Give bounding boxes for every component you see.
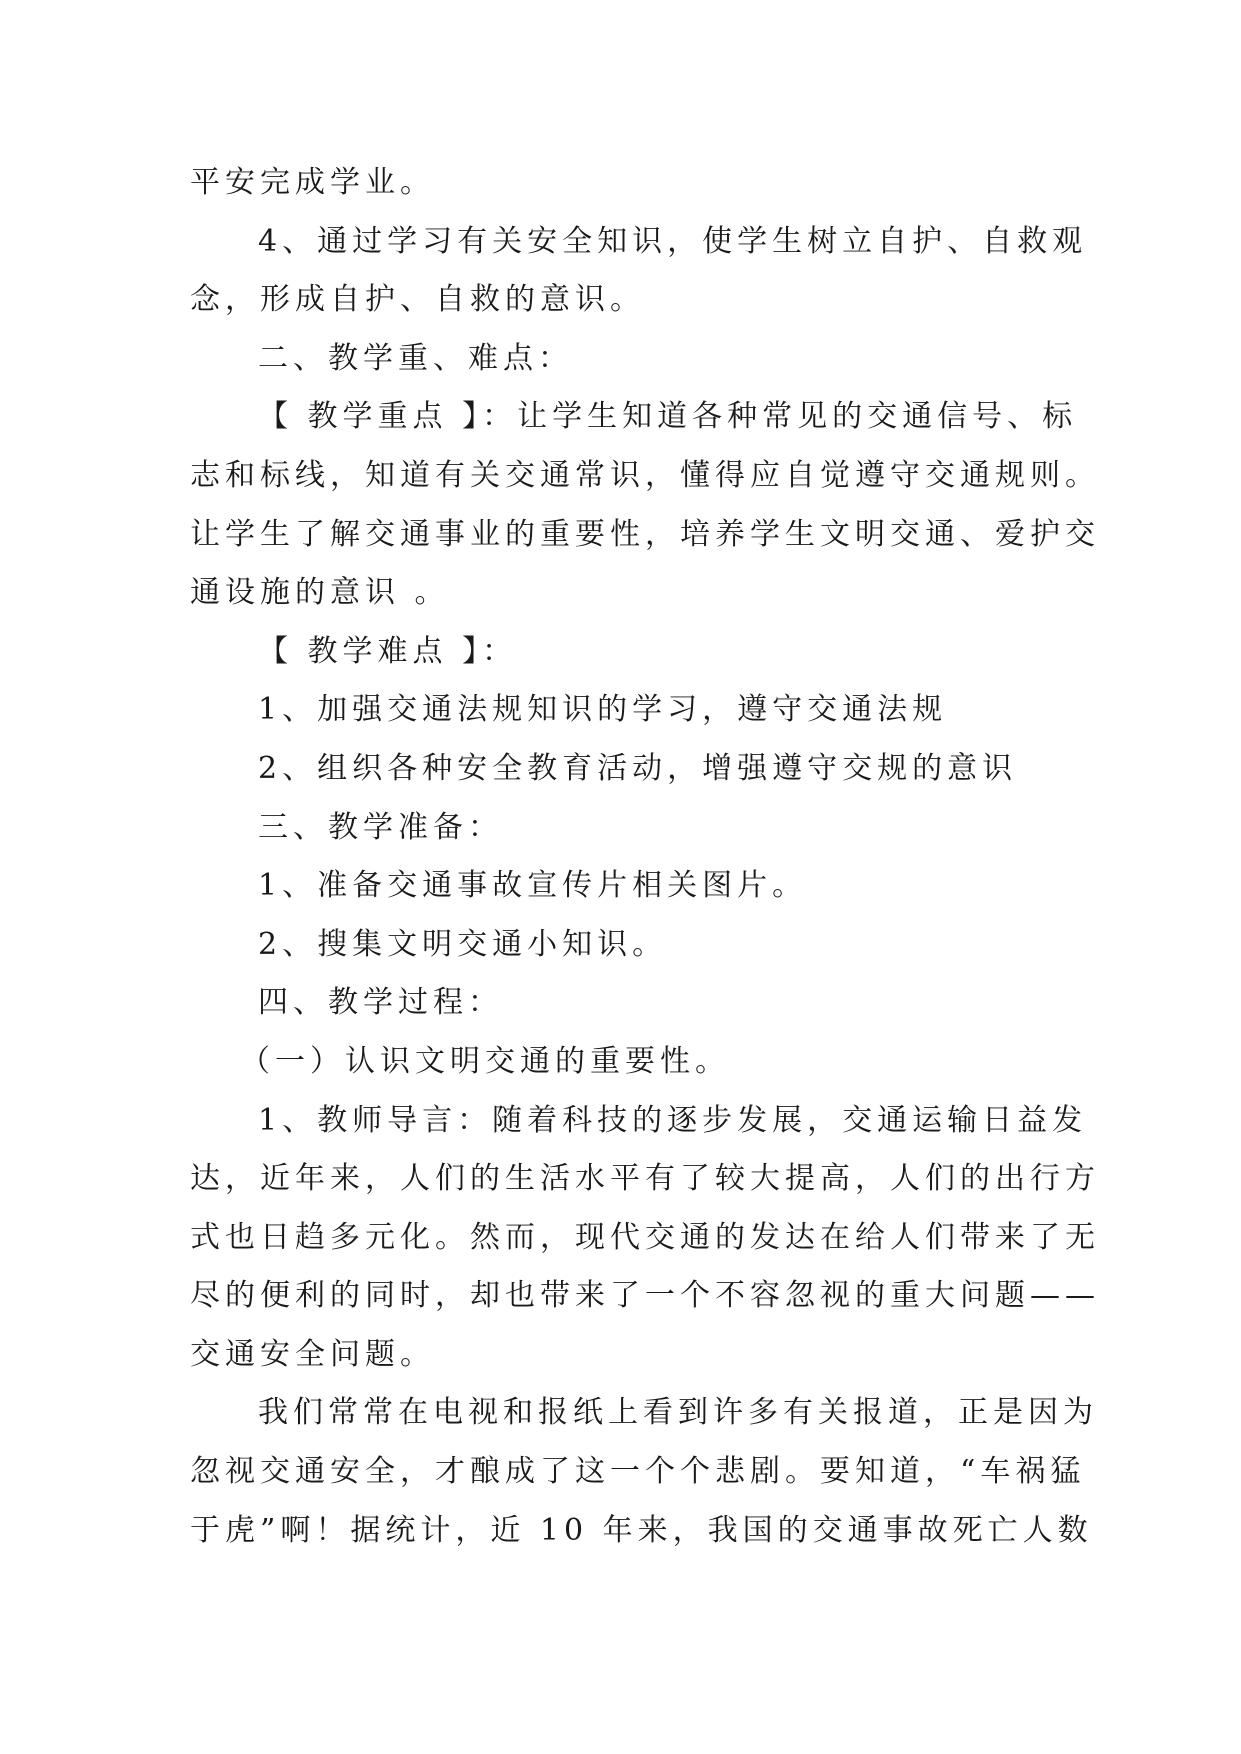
text-line: 2、搜集文明交通小知识。	[258, 926, 668, 962]
text-line: 2、组织各种安全教育活动，增强遵守交规的意识	[258, 750, 1018, 786]
text-line: 尽的便利的同时，却也带来了一个不容忽视的重大问题——	[190, 1278, 1100, 1314]
text-line: 1、教师导言：随着科技的逐步发展，交通运输日益发	[258, 1102, 1088, 1138]
text-line: 【 教学重点 】：让学生知道各种常见的交通信号、标	[258, 399, 1078, 435]
text-line: 让学生了解交通事业的重要性，培养学生文明交通、爱护交	[190, 516, 1100, 552]
text-line: 忽视交通安全，才酿成了这一个个悲剧。要知道，“车祸猛	[190, 1454, 1086, 1490]
section-heading: 三、教学准备：	[258, 809, 503, 845]
text-line: 念，形成自护、自救的意识。	[190, 282, 645, 318]
text-line: 达，近年来，人们的生活水平有了较大提高，人们的出行方	[190, 1161, 1100, 1197]
section-heading: 二、教学重、难点：	[258, 340, 573, 376]
text-line: 【 教学难点 】：	[258, 633, 518, 669]
text-line: 1、加强交通法规知识的学习，遵守交通法规	[258, 692, 948, 728]
text-line: 式也日趋多元化。然而，现代交通的发达在给人们带来了无	[190, 1219, 1100, 1255]
text-line: 我们常常在电视和报纸上看到许多有关报道，正是因为	[258, 1395, 1098, 1431]
text-line: 交通安全问题。	[190, 1336, 435, 1372]
text-line: 4、通过学习有关安全知识，使学生树立自护、自救观	[258, 223, 1088, 259]
text-line: 1、准备交通事故宣传片相关图片。	[258, 868, 808, 904]
section-heading: 四、教学过程：	[258, 985, 503, 1021]
text-line: 志和标线，知道有关交通常识，懂得应自觉遵守交通规则。	[190, 457, 1100, 493]
text-line: 于虎”啊！据统计，近 10 年来，我国的交通事故死亡人数	[190, 1512, 1093, 1548]
subsection-heading: （一）认识文明交通的重要性。	[240, 1043, 730, 1079]
text-line: 平安完成学业。	[190, 165, 435, 200]
document-body	[190, 154, 1100, 1560]
text-line: 通设施的意识 。	[190, 575, 450, 611]
